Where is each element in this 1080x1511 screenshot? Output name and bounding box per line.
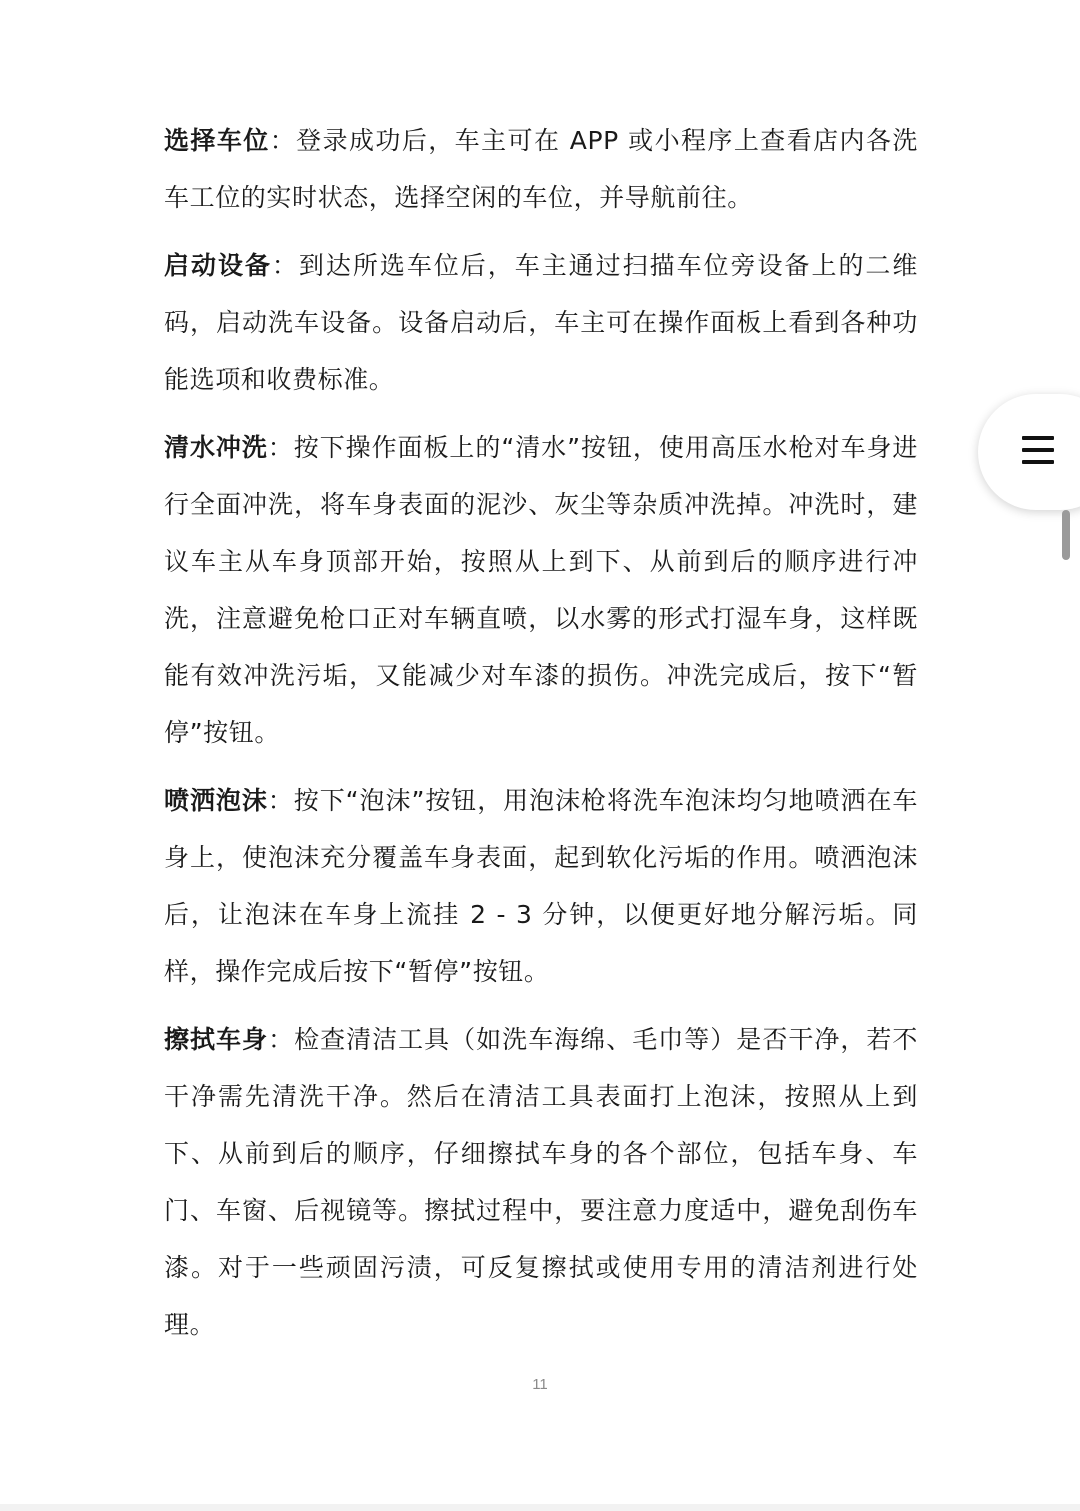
paragraph-text: 到达所选车位后，车主通过扫描车位旁设备上的二维码，启动洗车设备。设备启动后，车主可在操作面板上看到各种功能选项和收费标准。: [164, 251, 918, 394]
paragraph-term: 擦拭车身: [164, 1025, 269, 1054]
term-separator: ：: [269, 126, 297, 155]
paragraph-select-bay: [164, 112, 918, 226]
paragraph-term: 选择车位: [164, 126, 270, 155]
bottom-divider: [0, 1504, 1080, 1511]
document-body: [164, 112, 918, 1364]
paragraph-start-device: [164, 237, 918, 408]
term-separator: ：: [271, 251, 299, 280]
scrollbar-thumb[interactable]: [1062, 510, 1070, 560]
paragraph-text: 按下操作面板上的“清水”按钮，使用高压水枪对车身进行全面冲洗，将车身表面的泥沙、灰尘等杂质冲洗掉。冲洗时，建议车主从车身顶部开始，按照从上到下、从前到后的顺序进行冲洗，注意避免枪口正对车辆直喷，以水雾的形式打湿车身，这样既能有效冲洗污垢，又能减少对车漆的损伤。冲洗完成后，按下“暂停”按钮。: [164, 433, 918, 747]
menu-bar: [1022, 436, 1054, 440]
paragraph-text: 登录成功后，车主可在 APP 或小程序上查看店内各洗车工位的实时状态，选择空闲的车位，并导航前往。: [164, 126, 919, 212]
paragraph-spray-foam: [164, 772, 918, 1000]
paragraph-text: 按下“泡沫”按钮，用泡沫枪将洗车泡沫均匀地喷洒在车身上，使泡沫充分覆盖车身表面，起到软化污垢的作用。喷洒泡沫后，让泡沫在车身上流挂 2 - 3 分钟，以便更好地分解污垢。同样，操作完成后按下“暂停”按钮。: [164, 786, 918, 986]
paragraph-wipe-body: [164, 1011, 918, 1353]
paragraph-term: 启动设备: [164, 251, 272, 280]
paragraph-water-rinse: [164, 419, 918, 761]
page-number: 11: [532, 1376, 548, 1393]
paragraph-term: 喷洒泡沫: [164, 786, 268, 815]
term-separator: ：: [267, 433, 294, 462]
menu-bar: [1022, 460, 1054, 464]
term-separator: ：: [268, 1025, 295, 1054]
menu-bar: [1022, 448, 1054, 452]
term-separator: ：: [267, 786, 294, 815]
paragraph-term: 清水冲洗: [164, 433, 268, 462]
paragraph-text: 检查清洁工具（如洗车海绵、毛巾等）是否干净，若不干净需先清洗干净。然后在清洁工具表面打上泡沫，按照从上到下、从前到后的顺序，仔细擦拭车身的各个部位，包括车身、车门、车窗、后视镜等。擦拭过程中，要注意力度适中，避免刮伤车漆。对于一些顽固污渍，可反复擦拭或使用专用的清洁剂进行处理。: [164, 1025, 918, 1339]
